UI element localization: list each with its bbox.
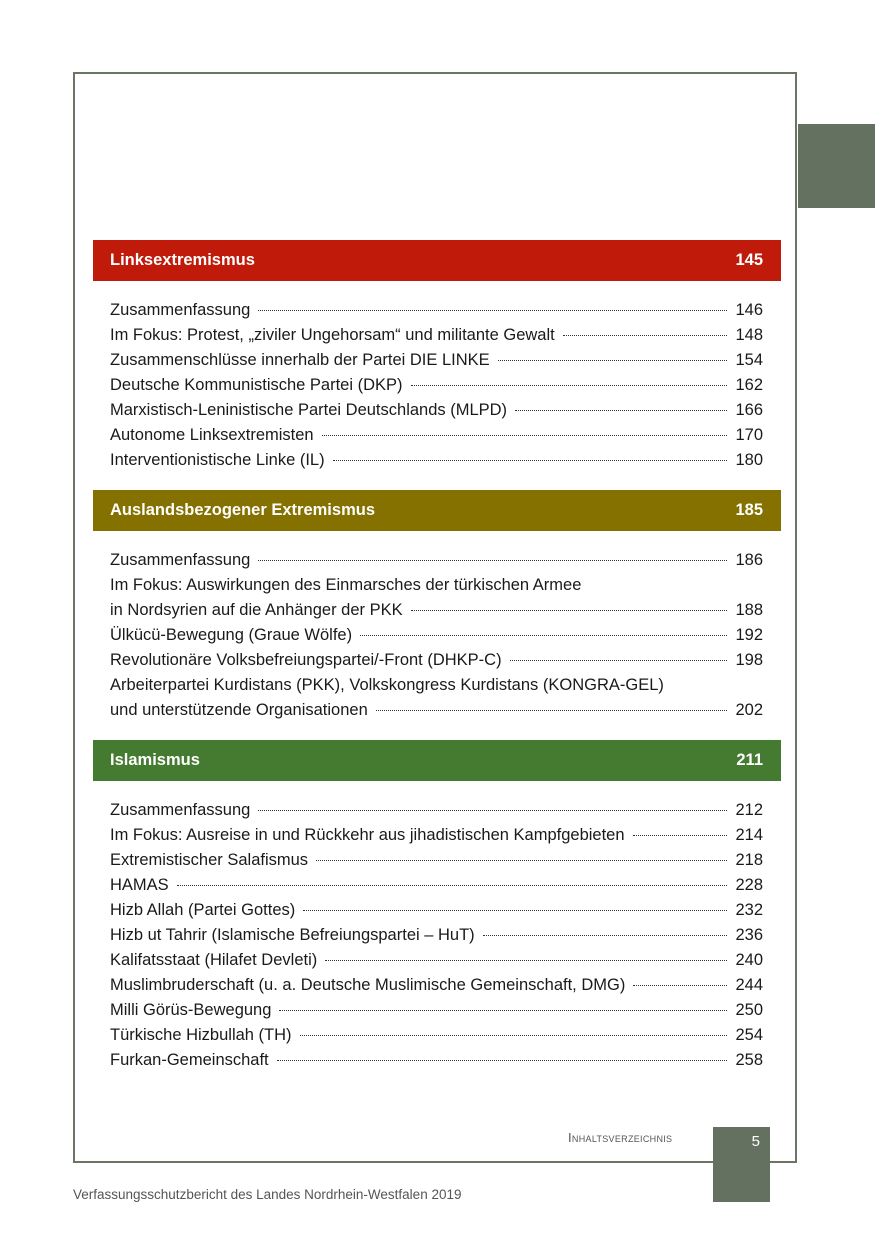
section-page: 145 bbox=[735, 251, 763, 269]
toc-entry[interactable]: HAMAS 228 bbox=[110, 876, 763, 894]
toc-entry[interactable]: Kalifatsstaat (Hilafet Devleti) 240 bbox=[110, 951, 763, 969]
toc-entry[interactable]: Extremistischer Salafismus 218 bbox=[110, 851, 763, 869]
toc-entry[interactable]: Furkan-Gemeinschaft 258 bbox=[110, 1051, 763, 1069]
toc-entry-line[interactable]: Im Fokus: Auswirkungen des Einmarsches der türkischen Armee bbox=[110, 576, 582, 594]
toc-entry[interactable]: Zusammenfassung 146 bbox=[110, 301, 763, 319]
page-number: 5 bbox=[713, 1127, 770, 1202]
section-title: Islamismus bbox=[110, 751, 200, 769]
toc-entry[interactable]: Interventionistische Linke (IL) 180 bbox=[110, 451, 763, 469]
footer-section-label: Inhaltsverzeichnis bbox=[568, 1130, 673, 1145]
toc-entry[interactable]: Ülkücü-Bewegung (Graue Wölfe) 192 bbox=[110, 626, 763, 644]
toc-entry[interactable]: Hizb ut Tahrir (Islamische Befreiungspartei – HuT) 236 bbox=[110, 926, 763, 944]
section-page: 211 bbox=[736, 751, 763, 769]
section-header[interactable] bbox=[93, 740, 781, 781]
section-header[interactable] bbox=[93, 490, 781, 531]
toc-entry-line[interactable]: Arbeiterpartei Kurdistans (PKK), Volkskongress Kurdistans (KONGRA-GEL) bbox=[110, 676, 664, 694]
toc-entry[interactable]: Im Fokus: Protest, „ziviler Ungehorsam“ und militante Gewalt 148 bbox=[110, 326, 763, 344]
section-header[interactable] bbox=[93, 240, 781, 281]
toc-entry[interactable]: in Nordsyrien auf die Anhänger der PKK 188 bbox=[110, 601, 763, 619]
section-linksextremismus bbox=[93, 240, 781, 473]
toc-entry[interactable]: Deutsche Kommunistische Partei (DKP) 162 bbox=[110, 376, 763, 394]
toc-entry[interactable]: Hizb Allah (Partei Gottes) 232 bbox=[110, 901, 763, 919]
toc-entry[interactable]: Im Fokus: Ausreise in und Rückkehr aus jihadistischen Kampfgebieten 214 bbox=[110, 826, 763, 844]
toc-entry[interactable]: Milli Görüs-Bewegung 250 bbox=[110, 1001, 763, 1019]
section-title: Auslandsbezogener Extremismus bbox=[110, 501, 375, 519]
toc-entry[interactable]: Autonome Linksextremisten 170 bbox=[110, 426, 763, 444]
section-title: Linksextremismus bbox=[110, 251, 255, 269]
toc-entry[interactable]: Zusammenschlüsse innerhalb der Partei DIE LINKE 154 bbox=[110, 351, 763, 369]
section-islamismus bbox=[93, 740, 781, 1073]
toc-entry[interactable]: Revolutionäre Volksbefreiungspartei/-Front (DHKP-C) 198 bbox=[110, 651, 763, 669]
publication-title: Verfassungsschutzbericht des Landes Nordrhein-Westfalen 2019 bbox=[73, 1187, 462, 1202]
toc-entry[interactable]: Zusammenfassung 212 bbox=[110, 801, 763, 819]
section-auslandsbezogener-extremismus bbox=[93, 490, 781, 723]
toc-entry[interactable]: Marxistisch-Leninistische Partei Deutschlands (MLPD) 166 bbox=[110, 401, 763, 419]
section-page: 185 bbox=[735, 501, 763, 519]
toc-entry[interactable]: Muslimbruderschaft (u. a. Deutsche Muslimische Gemeinschaft, DMG) 244 bbox=[110, 976, 763, 994]
toc-entry[interactable]: Türkische Hizbullah (TH) 254 bbox=[110, 1026, 763, 1044]
toc-entry[interactable]: Zusammenfassung 186 bbox=[110, 551, 763, 569]
side-tab-marker bbox=[798, 124, 875, 208]
toc-entry[interactable]: und unterstützende Organisationen 202 bbox=[110, 701, 763, 719]
